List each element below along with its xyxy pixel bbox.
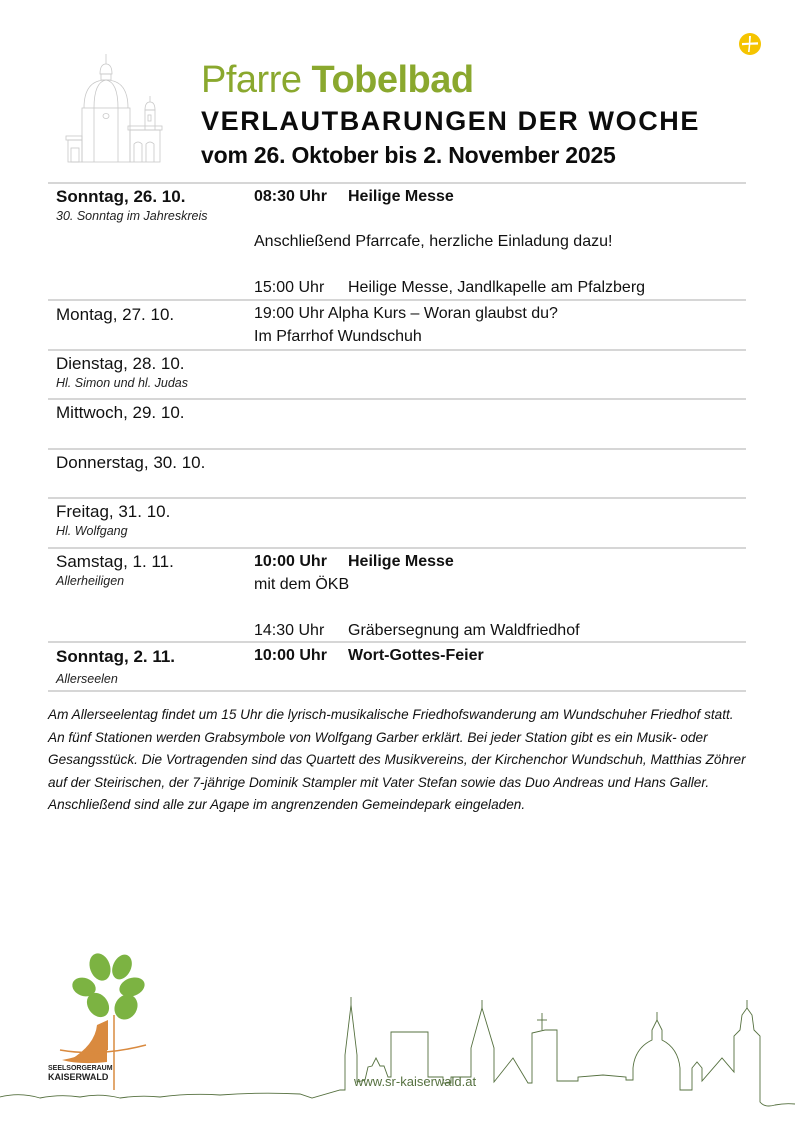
day-subtitle: Allerseelen (56, 672, 118, 686)
event-text: Anschließend Pfarrcafe, herzliche Einladung dazu! (254, 233, 613, 250)
event (254, 231, 612, 253)
parish-title (201, 58, 474, 102)
logo-line1: SEELSORGERAUM (48, 1065, 113, 1072)
cross-badge-icon (739, 33, 761, 55)
parish-prefix: Pfarre (201, 59, 302, 101)
day-label: Donnerstag, 30. 10. (56, 453, 206, 472)
skyline-illustration (0, 990, 795, 1124)
event (254, 303, 558, 325)
schedule-row (48, 299, 746, 349)
event-text: Heilige Messe (348, 188, 454, 205)
event (254, 620, 580, 642)
day-label: Dienstag, 28. 10. (56, 354, 185, 373)
schedule-row (48, 448, 746, 497)
day-subtitle: Hl. Wolfgang (56, 524, 128, 538)
day-label: Samstag, 1. 11. (56, 552, 174, 571)
schedule-row (48, 497, 746, 547)
announcement-note: Am Allerseelentag findet um 15 Uhr die lyrisch-musikalische Friedhofswanderung am Wundschuher Friedhof statt. An fünf Stationen werden Grabsymbole von Wolfgang Garber erklärt. Bei jeder Station gibt es ein Musik- oder Gesangsstück. Die Vortragenden sind das Quartett des Musikvereins, der Kirchenchor Wundschuh, Matthias Zöhrer auf der Steirischen, der 7-jährige Dominik Stampler mit Vater Stefan sowie das Duo Andreas und Hans Galler. Anschließend sind alle zur Agape im angrenzenden Gemeindepark eingeladen. (48, 707, 746, 813)
parish-name: Tobelbad (311, 59, 474, 101)
day-label: Sonntag, 26. 10. (56, 187, 186, 206)
schedule-row (48, 641, 746, 692)
logo-line2: KAISERWALD (48, 1072, 109, 1082)
event-text: Heilige Messe (348, 553, 454, 570)
event (254, 326, 422, 348)
schedule-row (48, 182, 746, 299)
event (254, 186, 454, 208)
date-range: vom 26. Oktober bis 2. November 2025 (201, 142, 616, 168)
event-text: Im Pfarrhof Wundschuh (254, 328, 422, 345)
event (254, 277, 645, 299)
day-label: Mittwoch, 29. 10. (56, 403, 185, 422)
website-link[interactable]: www.sr-kaiserwald.at (354, 1074, 477, 1089)
schedule-row (48, 349, 746, 398)
event (254, 551, 454, 573)
day-subtitle: Allerheiligen (56, 574, 125, 588)
event-time: 15:00 Uhr (254, 279, 325, 296)
day-label: Montag, 27. 10. (56, 305, 175, 324)
schedule-table (48, 182, 746, 692)
event-text: 19:00 Uhr Alpha Kurs – Woran glaubst du? (254, 305, 558, 322)
event-time: 10:00 Uhr (254, 553, 327, 570)
day-label: Freitag, 31. 10. (56, 502, 171, 521)
day-label: Sonntag, 2. 11. (56, 647, 176, 666)
event (254, 645, 484, 667)
event-text: Heilige Messe, Jandlkapelle am Pfalzberg (348, 279, 646, 296)
church-illustration (64, 52, 164, 164)
event (254, 574, 349, 596)
event-text: mit dem ÖKB (254, 576, 350, 593)
day-subtitle: 30. Sonntag im Jahreskreis (56, 209, 208, 223)
schedule-row (48, 398, 746, 448)
schedule-row (48, 547, 746, 641)
page-title: VERLAUTBARUNGEN DER WOCHE (201, 106, 700, 136)
event-text: Wort-Gottes-Feier (348, 647, 484, 664)
event-time: 10:00 Uhr (254, 647, 327, 664)
event-text: Gräbersegnung am Waldfriedhof (348, 622, 580, 639)
day-subtitle: Hl. Simon und hl. Judas (56, 376, 189, 390)
event-time: 14:30 Uhr (254, 622, 325, 639)
event-time: 08:30 Uhr (254, 188, 327, 205)
